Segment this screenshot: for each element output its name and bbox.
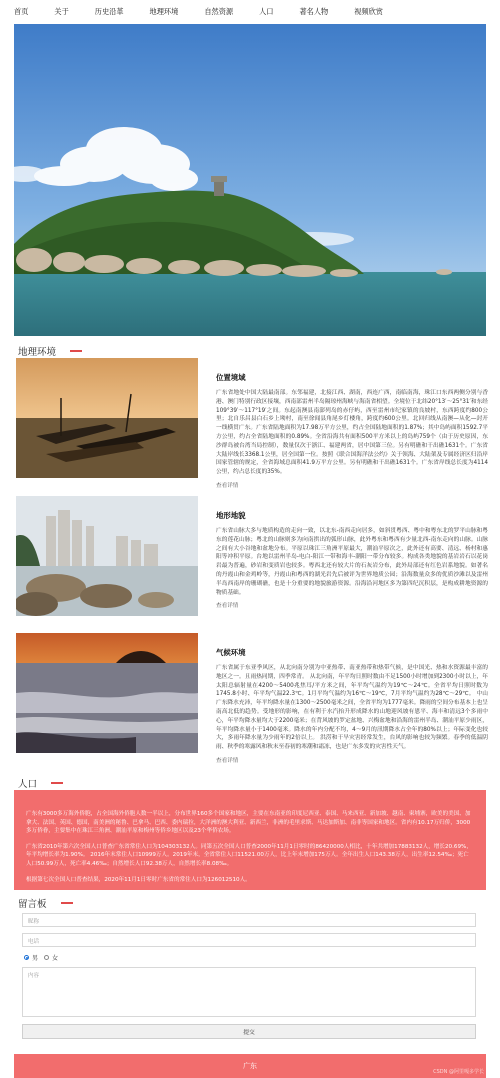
nav-resources[interactable]: 自然资源 — [204, 7, 234, 16]
gender-female-label: 女 — [52, 955, 59, 962]
card-heading: 气候环境 — [216, 648, 246, 657]
gender-female-radio[interactable] — [44, 955, 49, 960]
watermark-text: CSDN @阿里嘎多学长 — [433, 1069, 484, 1075]
view-details-link[interactable]: 查看详情 — [216, 603, 239, 610]
nav-about[interactable]: 关于 — [54, 7, 69, 16]
nav-population[interactable]: 人口 — [259, 7, 274, 16]
nav-geography[interactable]: 地理环境 — [149, 7, 179, 16]
geo-card-terrain — [14, 496, 486, 621]
hero-image — [14, 24, 486, 336]
view-details-link[interactable]: 查看详情 — [216, 482, 239, 489]
guestbook-section-title: 留言板 — [18, 896, 73, 910]
population-paragraph: 广东有3000多万海外侨胞，占全国海外侨胞人数一半以上，分布世界160多个国家和地区，主要在东南亚的印度尼西亚、泰国、马来西亚、新加坡、越南、柬埔寨，欧美的美国、加拿大、法国、英国、德国，南美洲的秘鲁、巴拿马、巴西、委内瑞拉，大洋洲的澳大利亚、新西兰，非洲的毛里求斯、马达加斯加、南非等国家和地区。省内有10.17万归侨，3000多万侨眷，主要集中在珠江三角洲、潮汕平原和梅州等侨乡地区以及23个华侨农场。 — [26, 811, 471, 835]
geo-section-title: 地理环境 — [18, 344, 82, 358]
card-text: 广东省地处中国大陆最南部。东邻福建，北接江西、湖南，西连广西，南临南海，珠江口东西两侧分别与香港、澳门特别行政区接壤，西南部雷州半岛隔琼州海峡与海南省相望。全境位于北纬20°13′～25°31′和东经109°39′～117°19′之间。东起南澳县南澎列岛的赤仔屿，西至雷州市纪家镇的良坡村，东西跨度约800公里；北自乐昌县白石乡上坳村，南至徐闻县角尾乡灯楼角，跨度约600公里。北回归线从南澳—从化—封开一线横贯广东。广东省陆地面积为17.98万平方公里，约占全国陆地面积的1.87%；其中岛屿面积1592.7平方公里，约占全省陆地面积的0.89%。全省沿海共有面积500平方米以上的岛屿759个（由于历史原因，东沙群岛被台湾当局控制），数量仅次于浙江、福建两省，居中国第三位。另有明礁和干出礁1631个。广东省大陆岸线长3368.1公里，居全国第一位。按照《联合国海洋法公约》关于领海、大陆架及专属经济区归沿岸国家管辖的规定，全省海域总面积41.9万平方公里。另有明礁和干出礁1631个。广东省岸线总长度为4114公里，约占总长度的35%。 — [216, 390, 488, 476]
coastal-city-image — [16, 496, 198, 616]
nickname-input[interactable]: 昵称 — [22, 913, 476, 927]
gender-radio-group — [24, 953, 478, 962]
card-heading: 地形地貌 — [216, 511, 246, 520]
title-accent-bar — [70, 350, 82, 352]
content-textarea[interactable]: 内容 — [22, 967, 476, 1017]
nav-people[interactable]: 著名人物 — [299, 7, 329, 16]
sea-sunset-image — [16, 633, 198, 753]
title-accent-bar — [61, 902, 73, 904]
nav-history[interactable]: 历史沿革 — [94, 7, 124, 16]
geo-card-location — [14, 358, 486, 488]
gender-male-radio[interactable] — [24, 955, 29, 960]
submit-button[interactable]: 提交 — [22, 1024, 476, 1039]
card-text: 广东省山脉大多与地质构造的走向一致，以北东-南西走向居多，如斜贯粤西、粤中和粤东北的罗平山脉和粤东的莲花山脉；粤北的山脉则多为向南拱出的弧形山脉，此外粤东和粤西有少量北西-南东走向的山脉。山脉之间有大小谷地和盆地分布。平原以珠江三角洲平原最大，潮汕平原次之，此外还有高要、清远、杨村和惠阳等冲积平原。台地以雷州半岛-电白-阳江一带和海丰-潮阳一带分布较多。构成各类地貌的基岩岩石以花岗岩最为普遍，砂岩和变质岩也较多。粤西北还有较大片的石灰岩分布，此外局部还有红色岩系地貌。如著名的丹霞山和金鸡岭等，丹霞山和粤西的湖光岩先后被评为世界地质公园；沿海数量众多的优质沙滩以及雷州半岛西南岸的珊瑚礁，也是十分重要的地貌旅游资源。沿海沿河地区多为第四纪沉积层，是构成耕地资源的物质基础。 — [216, 528, 488, 596]
phone-input[interactable]: 电话 — [22, 933, 476, 947]
footer-bar — [14, 1054, 486, 1078]
population-section-title: 人口 — [18, 776, 63, 790]
card-text: 广东省属于东亚季风区，从北向南分别为中亚热带、南亚热带和热带气候，是中国光、热和水资源最丰富的地区之一。且雨热同期，四季常青。 从北向南，年平均日照时数由不足1500小时增加到2300小时以上，年太阳总辐射量在4200～5400兆焦耳/平方米之间，年平均气温约为19℃～24℃。全省平均日照时数为1745.8小时、年平均气温22.3℃。1月平均气温约为16℃～19℃，7月平均气温约为28℃～29℃。 中山广东降水充沛，年平均降水量在1300～2500毫米之间，全省平均为1777毫米。降雨的空间分布基本上也呈南高北低的趋势。受地形的影响，在有利于水汽抬升形成降水的山地迎风坡有恩平、海丰和清远3个多雨中心，年平均降水量均大于2200毫米；在背风坡的罗定盆地、兴梅盆地和沿海的雷州半岛、潮汕平原少雨区，年平均降水量小于1400毫米。降水的年内分配不均，4～9月的汛期降水占全年的80%以上；年际变化也较大，多雨年降水量为少雨年的2倍以上。 洪涝和干旱灾害经常发生，台风的影响也较为频繁。春季的低温阴雨、秋季的寒露风和秋末至春初的寒潮和霜冻，也是广东多发的灾害性天气。 — [216, 665, 488, 751]
guestbook-form — [22, 913, 478, 1039]
card-heading: 位置境域 — [216, 373, 246, 382]
nav-home[interactable]: 首页 — [14, 7, 29, 16]
title-accent-bar — [51, 782, 63, 784]
top-nav — [0, 0, 500, 24]
footer-text: 广东 — [243, 1062, 257, 1070]
population-panel — [14, 790, 486, 890]
population-paragraph: 广东省2010年第六次全国人口普查广东省常住人口为104303132人。同第五次全国人口普查2000年11月1日零时的86420000人相比，十年共增加17883132人，增长20.69%，年平均增长率为1.90%。 2016年末常住人口10999万人。2019年末，全省常住人口11521.00万人，比上年末增加175万人。全年出生人口143.38万人，出生率12.54‰；死亡人口50.99万人，死亡率4.46‰；自然增长人口92.38万人，自然增长率8.08‰。 — [26, 843, 472, 867]
view-details-link[interactable]: 查看详情 — [216, 757, 239, 764]
boats-sunset-image — [16, 358, 198, 478]
nav-video[interactable]: 视频欣赏 — [354, 7, 383, 16]
geo-card-climate — [14, 633, 486, 768]
population-paragraph: 根据第七次全国人口普查结果，2020年11月1日零时广东省的常住人口为126012510人。 — [26, 876, 251, 883]
gender-male-label: 男 — [32, 955, 39, 962]
